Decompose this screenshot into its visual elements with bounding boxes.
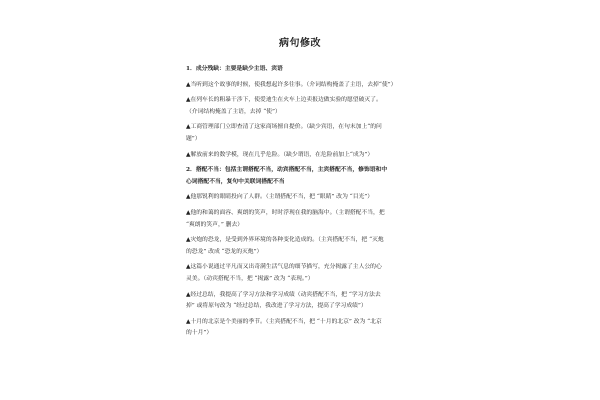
example-item [186, 290, 422, 313]
document-body [186, 64, 422, 340]
section-1 [186, 64, 422, 161]
example-line: （介词结构掩盖了主语，去掉 “使”） [186, 108, 281, 115]
example-line: ▲这篇小说通过平凡而又出奇满生活气息的细节描写，充分揭露了主人公的心 [186, 264, 382, 271]
example-item [186, 208, 422, 231]
example-line: ▲当听到这个故事的时候，使我想起许多往事。（介词结构掩盖了主语，去掉“使”） [186, 81, 397, 88]
example-line: 的恐龙” 改成 “恐龙的灭炮”） [186, 248, 263, 255]
example-line: 题”） [186, 135, 201, 142]
example-line: ▲灾炮的恐龙，是受到外界环境的各种变化造成的。（主宾搭配不当，把 “灭炮 [186, 237, 384, 244]
example-line: 灵美。（动宾搭配不当，把 “揭露” 改为 “表现。”） [186, 275, 314, 282]
example-item [186, 317, 422, 340]
page-title: 病句修改 [279, 38, 321, 49]
example-line: “爽朗的笑声，” 删去） [186, 221, 244, 228]
example-item [186, 262, 422, 285]
example-line: 掉” 或将原句改为 “经过总结，我改进了学习方法，提高了学习成绩”） [186, 303, 367, 310]
example-item [186, 122, 422, 145]
example-item [186, 80, 422, 92]
example-line: ▲经过总结，我提高了学习方法和学习成绩（动宾搭配不当，把 “学习方法去 [186, 291, 381, 298]
example-line: ▲他的和蔼的面容、爽朗的笑声，时时浮现在我的脑海中。（主谓搭配不当，把 [186, 209, 385, 216]
example-item [186, 95, 422, 118]
section-heading: 心词搭配不当，复句中关联词搭配不当 [186, 178, 285, 185]
example-item [186, 150, 422, 162]
example-line: ▲解放前来的数学模，现在几乎危险。（缺少谓语，在危险前加上“成为”） [186, 151, 374, 158]
example-line: 的十月”） [186, 330, 213, 337]
example-line: ▲他那锐利的眼睛投向了人群。（主谓搭配不当，把 “眼睛” 改为 “目光”） [186, 194, 374, 201]
section-heading: 1．成分残缺：主要是缺少主语、宾语 [186, 66, 283, 72]
section-2 [186, 165, 422, 340]
example-line: ▲在列车长的粗暴干涉下，使爱迪生在火车上边卖报边做实验的愿望破灭了。 [186, 97, 382, 104]
example-item [186, 192, 422, 204]
section-heading: 2．搭配不当：包括主谓搭配不当，动宾搭配不当，主宾搭配不当，修饰语和中 [186, 167, 388, 174]
example-line: ▲工商管理部门立即查清了这家商场擅自提价。（缺少宾语，在句末加上“的问 [186, 124, 382, 131]
example-line: ▲十月的北京是个美丽的季节。（主宾搭配不当，把 “十月的北京” 改为 “北京 [186, 318, 382, 325]
example-item [186, 235, 422, 258]
